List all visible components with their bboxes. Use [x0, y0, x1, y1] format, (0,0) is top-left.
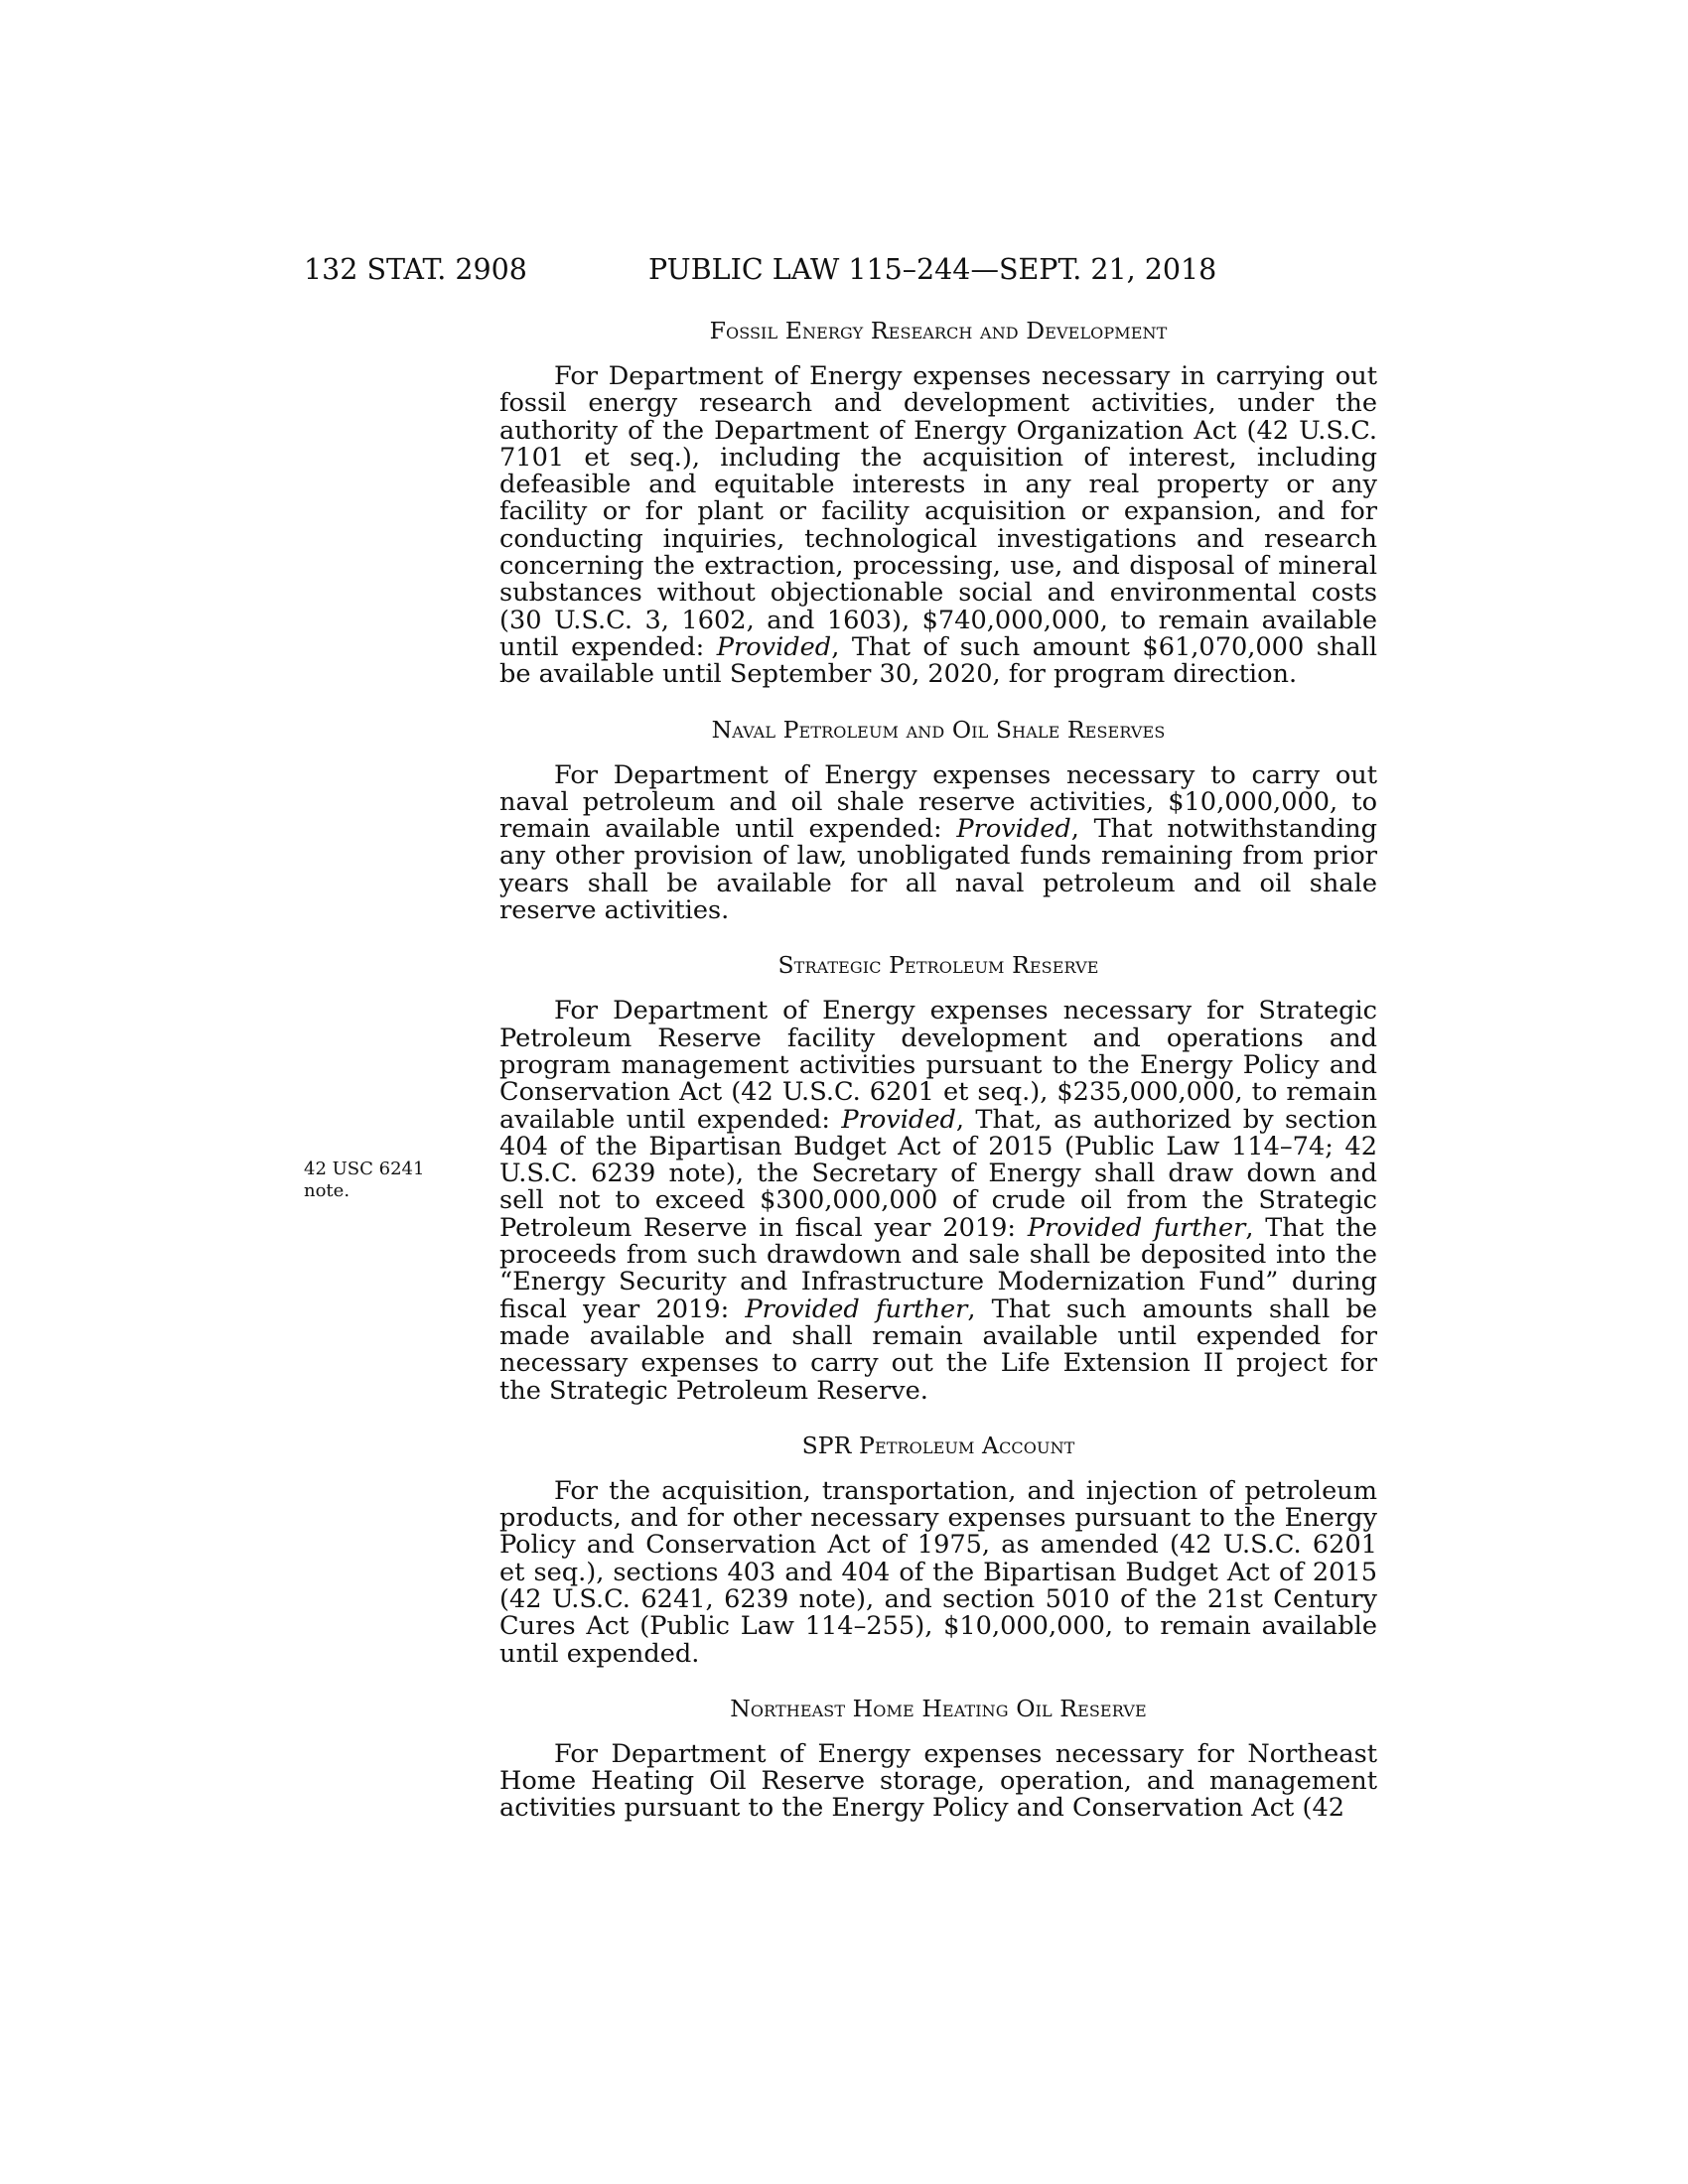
section-heading: Fossil Energy Research and Development [709, 317, 1168, 344]
section-paragraph [499, 1475, 1377, 1669]
paragraph-text: , That of such amount $61,070,000 shall be available until September 30, 2020, for program direction. [499, 631, 1378, 690]
page-header [304, 250, 1237, 290]
paragraph-text: For the acquisition, transportation, and injection of petroleum products, and for other necessary expenses pursuant to the Energy Policy and Conservation Act of 1975, as amended (42 U.S.C. 6201 et seq.), sections 403 and 404 of the Bipartisan Budget Act of 2015 (42 U.S.C. 6241, 6239 note), and section 5010 of the 21st Century Cures Act (Public Law 114–255), $10,000,000, to remain available until expended. [499, 1475, 1377, 1669]
italic-proviso-text: Provided [956, 814, 1071, 845]
paragraph-text: , That such amounts shall be made available and shall remain available until expended for necessary expenses to carry out the Life Extension II project for the Strategic Petroleum Reserve. [499, 1294, 1378, 1406]
section-paragraph [499, 759, 1377, 926]
paragraph-text: For Department of Energy expenses necessary for Northeast Home Heating Oil Reserve storage, operation, and management activities pursuant to the Energy Policy and Conservation Act (42 [499, 1738, 1377, 1824]
paragraph-text: , That notwithstanding any other provision of law, unobligated funds remaining from prior years shall be available for all naval petroleum and oil shale reserve activities. [499, 814, 1377, 926]
paragraph-text: For Department of Energy expenses necessary in carrying out fossil energy research and development activities, under the authority of the Department of Energy Organization Act (42 U.S.C. 7101 et seq.), including the acquisition of interest, including defeasible and equitable interests in any real property or any facility or for plant or facility acquisition or expansion, and for conducting inquiries, technological investigations and research concerning the extraction, processing, use, and disposal of mineral substances without objectionable social and environmental costs (30 U.S.C. 3, 1602, and 1603), $740,000,000, to remain available until expended: [499, 361, 1377, 662]
section-heading: Strategic Petroleum Reserve [777, 951, 1099, 980]
italic-proviso-text: Provided [841, 1104, 956, 1135]
italic-proviso-text: Provided further [1027, 1212, 1246, 1243]
section-naval-petroleum [499, 715, 1377, 925]
section-paragraph [499, 1738, 1377, 1824]
section-fossil-energy [499, 316, 1377, 689]
paragraph-text: For Department of Energy expenses necessary for Strategic Petroleum Reserve facility development and operations and program management activities pursuant to the Energy Policy and Conservation Act (42 U.S.C. 6201 et seq.), $235,000,000, to remain available until expended: [499, 996, 1377, 1135]
paragraph-text: For Department of Energy expenses necessary to carry out naval petroleum and oil shale reserve activities, $10,000,000, to remain available until expended: [499, 759, 1377, 845]
margin-note-line-2: note. [304, 1180, 351, 1201]
section-paragraph [499, 363, 1377, 689]
public-law-title: PUBLIC LAW 115–244—SEPT. 21, 2018 [648, 253, 1217, 286]
italic-proviso-text: Provided further [745, 1294, 968, 1324]
section-northeast-home-heating-oil [499, 1694, 1377, 1823]
section-strategic-petroleum-reserve [499, 950, 1377, 1404]
section-spr-petroleum-account [499, 1431, 1377, 1668]
section-paragraph [499, 998, 1377, 1404]
section-heading: Naval Petroleum and Oil Shale Reserves [711, 715, 1166, 744]
paragraph-text: , That, as authorized by section 404 of the Bipartisan Budget Act of 2015 (Public Law 114–74; 42 U.S.C. 6239 note), the Secretary of Energy shall draw down and sell not to exceed $300,000,000 of crude oil from the Strategic Petroleum Reserve in fiscal year 2019: [499, 1104, 1377, 1243]
italic-proviso-text: Provided [716, 631, 832, 662]
appropriations-text-column [499, 316, 1377, 1848]
margin-note-line-1: 42 USC 6241 [304, 1159, 425, 1179]
margin-citation-note [304, 1159, 453, 1202]
section-heading: SPR Petroleum Account [801, 1431, 1075, 1459]
paragraph-text: , That the proceeds from such drawdown and sale shall be deposited into the “Energy Security and Infrastructure Modernization Fund” during fiscal year 2019: [499, 1212, 1378, 1324]
statute-page-reference: 132 STAT. 2908 [304, 253, 527, 286]
section-heading: Northeast Home Heating Oil Reserve [730, 1694, 1147, 1722]
